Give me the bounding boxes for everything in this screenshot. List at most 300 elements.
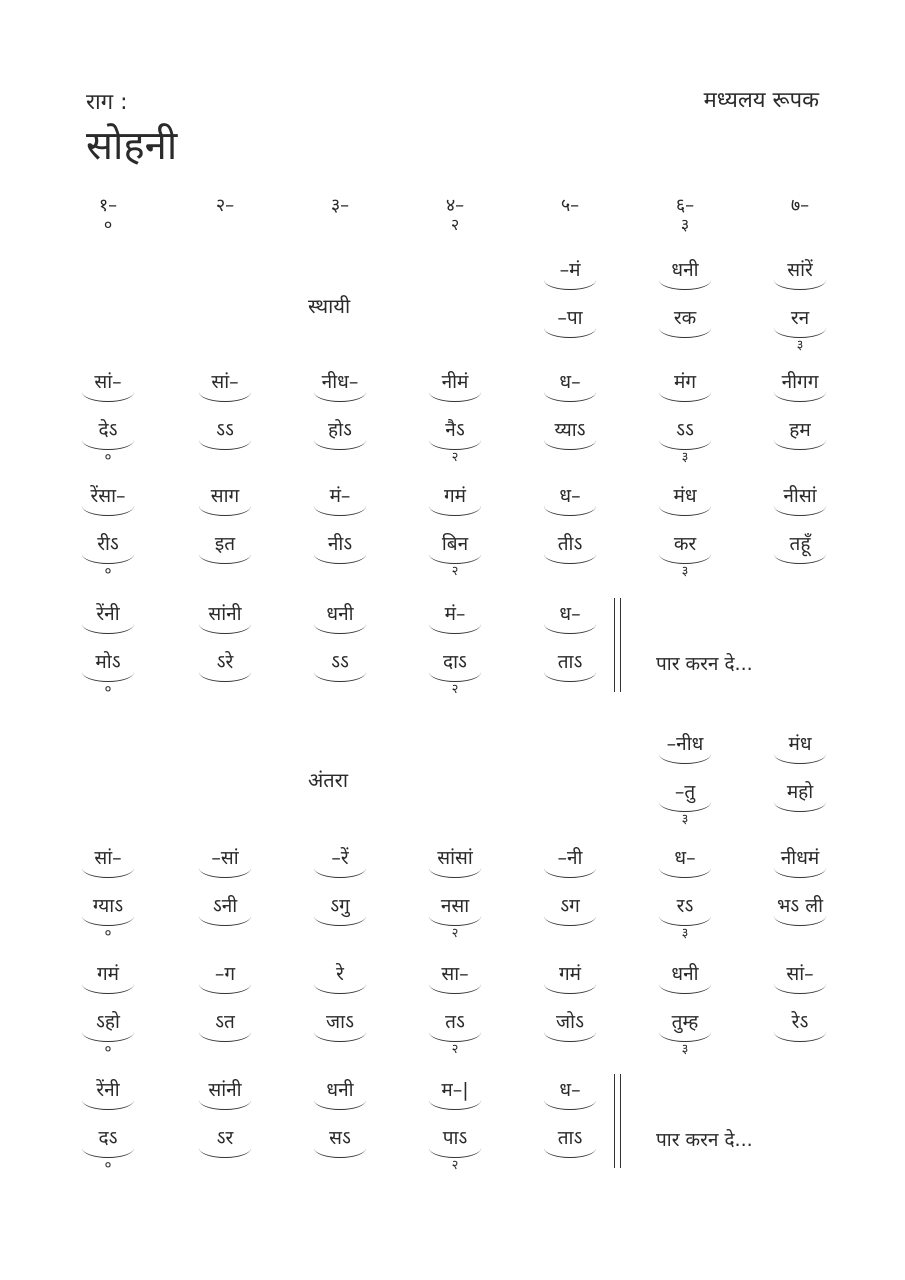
matra-number	[415, 196, 495, 234]
slur-arc	[774, 801, 826, 812]
slur-arc	[199, 505, 251, 516]
notation-cell	[68, 1078, 148, 1102]
notation-cell	[68, 894, 148, 941]
cell-text: –नीध	[666, 733, 704, 755]
notation-cell	[530, 532, 610, 556]
notation-cell	[300, 846, 380, 870]
notation-cell	[645, 306, 725, 330]
notation-cell	[415, 602, 495, 626]
cell-text: सऽ	[329, 1127, 351, 1149]
slur-arc	[314, 391, 366, 402]
notation-cell	[300, 418, 380, 442]
slur-arc	[429, 439, 481, 450]
cell-text: नैऽ	[445, 419, 465, 441]
slur-arc	[544, 1031, 596, 1042]
slur-arc	[314, 553, 366, 564]
continuation-text: पार करन दे...	[656, 1129, 753, 1151]
notation-cell	[530, 484, 610, 508]
double-bar-line-1	[614, 598, 615, 692]
cell-text: सां–	[94, 847, 122, 869]
notation-cell	[645, 418, 725, 465]
notation-cell	[300, 484, 380, 508]
taal-mark: ३	[681, 812, 689, 827]
notation-cell	[530, 1126, 610, 1150]
cell-text: रीऽ	[97, 533, 119, 555]
notation-cell	[760, 894, 840, 918]
notation-cell	[185, 418, 265, 442]
cell-text: ताऽ	[557, 651, 583, 673]
cell-text: ऽगु	[330, 895, 350, 917]
cell-text: गमं	[443, 485, 467, 507]
slur-arc	[314, 1147, 366, 1158]
notation-cell	[68, 1010, 148, 1057]
notation-cell	[760, 846, 840, 870]
cell-text: देऽ	[98, 419, 118, 441]
taal-mark: २	[451, 1042, 459, 1057]
cell-text: म–|	[441, 1079, 469, 1101]
slur-arc	[774, 279, 826, 290]
taal-mark: २	[451, 450, 459, 465]
notation-cell	[300, 602, 380, 626]
taal-mark: ३	[681, 450, 689, 465]
notation-cell	[300, 962, 380, 986]
cell-text: रक	[673, 307, 697, 329]
cell-text: महो	[786, 781, 814, 803]
notation-cell	[645, 732, 725, 756]
cell-text: मं–	[444, 603, 466, 625]
notation-cell	[68, 962, 148, 986]
slur-arc	[199, 671, 251, 682]
cell-text: इत	[214, 533, 236, 555]
slur-arc	[199, 391, 251, 402]
slur-arc	[82, 439, 134, 450]
notation-cell	[645, 780, 725, 827]
taal-mark: ०	[104, 450, 112, 465]
slur-arc	[199, 553, 251, 564]
cell-text: भऽ ली	[776, 895, 824, 917]
slur-arc	[774, 327, 826, 338]
cell-text: नीध–	[321, 371, 359, 393]
slur-arc	[659, 801, 711, 812]
taal-mark: २	[451, 682, 459, 697]
slur-arc	[659, 1031, 711, 1042]
notation-cell	[68, 484, 148, 508]
slur-arc	[82, 553, 134, 564]
slur-arc	[659, 867, 711, 878]
cell-text: रन	[790, 307, 810, 329]
notation-cell	[68, 1126, 148, 1173]
slur-arc	[659, 327, 711, 338]
notation-cell	[645, 846, 725, 870]
slur-arc	[314, 623, 366, 634]
slur-arc	[82, 867, 134, 878]
slur-arc	[544, 915, 596, 926]
cell-text: ऽहो	[96, 1011, 120, 1033]
cell-text: रेंनी	[96, 603, 120, 625]
notation-cell	[760, 962, 840, 986]
notation-cell	[760, 306, 840, 353]
notation-cell	[300, 1010, 380, 1034]
slur-arc	[659, 983, 711, 994]
taal-mark: ०	[104, 926, 112, 941]
cell-text: रेंसा–	[90, 485, 126, 507]
raag-name: सोहनी	[86, 123, 178, 169]
notation-cell	[530, 1010, 610, 1034]
cell-text: सा–	[441, 963, 469, 985]
slur-arc	[659, 753, 711, 764]
cell-text: ध–	[674, 847, 696, 869]
taal-name: मध्यलय रूपक	[703, 88, 819, 113]
notation-cell	[415, 650, 495, 697]
slur-arc	[199, 915, 251, 926]
matra-number	[185, 196, 265, 216]
slur-arc	[429, 915, 481, 926]
notation-cell	[68, 370, 148, 394]
matra-number	[530, 196, 610, 216]
slur-arc	[82, 505, 134, 516]
slur-arc	[429, 553, 481, 564]
cell-text: कर	[673, 533, 697, 555]
notation-cell	[185, 1010, 265, 1034]
notation-cell	[645, 484, 725, 508]
slur-arc	[82, 1031, 134, 1042]
matra-number	[760, 196, 840, 216]
slur-arc	[314, 983, 366, 994]
notation-cell	[760, 532, 840, 556]
cell-text: सांसां	[437, 847, 473, 869]
slur-arc	[544, 983, 596, 994]
slur-arc	[544, 1147, 596, 1158]
cell-text: गमं	[558, 963, 582, 985]
slur-arc	[429, 1147, 481, 1158]
cell-text: सां–	[94, 371, 122, 393]
slur-arc	[659, 439, 711, 450]
cell-text: –मं	[559, 259, 581, 281]
notation-cell	[760, 484, 840, 508]
notation-cell	[415, 1010, 495, 1057]
matra-digit: १–	[98, 195, 118, 216]
slur-arc	[544, 327, 596, 338]
cell-text: –सां	[211, 847, 239, 869]
cell-text: मंध	[788, 733, 812, 755]
notation-cell	[300, 370, 380, 394]
notation-cell	[300, 650, 380, 674]
notation-cell	[760, 732, 840, 756]
slur-arc	[774, 505, 826, 516]
cell-text: होऽ	[328, 419, 352, 441]
notation-cell	[68, 650, 148, 697]
notation-cell	[415, 1078, 495, 1102]
notation-cell	[530, 602, 610, 626]
matra-digit: ५–	[560, 195, 580, 216]
matra-number	[645, 196, 725, 234]
cell-text: सां–	[786, 963, 814, 985]
matra-number	[300, 196, 380, 216]
cell-text: तऽ	[445, 1011, 465, 1033]
slur-arc	[314, 505, 366, 516]
notation-cell	[185, 1126, 265, 1150]
slur-arc	[544, 439, 596, 450]
cell-text: नसा	[440, 895, 470, 917]
matra-mark: ३	[680, 215, 690, 234]
notation-cell	[530, 258, 610, 282]
notation-cell	[185, 650, 265, 674]
slur-arc	[314, 867, 366, 878]
cell-text: ध–	[559, 371, 581, 393]
slur-arc	[429, 671, 481, 682]
cell-text: मं–	[329, 485, 351, 507]
notation-cell	[645, 532, 725, 579]
matra-mark: २	[450, 215, 460, 234]
taal-mark: ३	[796, 338, 804, 353]
notation-cell	[415, 962, 495, 986]
cell-text: सांनी	[208, 603, 242, 625]
notation-cell	[645, 894, 725, 941]
notation-cell	[645, 962, 725, 986]
notation-cell	[300, 894, 380, 918]
notation-cell	[645, 370, 725, 394]
notation-cell	[185, 484, 265, 508]
slur-arc	[82, 983, 134, 994]
slur-arc	[82, 915, 134, 926]
slur-arc	[429, 391, 481, 402]
taal-mark: ०	[104, 682, 112, 697]
slur-arc	[544, 279, 596, 290]
cell-text: रे	[336, 963, 344, 985]
matra-digit: ३–	[330, 195, 350, 216]
slur-arc	[659, 505, 711, 516]
cell-text: ऽत	[215, 1011, 235, 1033]
taal-mark: ०	[104, 564, 112, 579]
taal-mark: २	[451, 564, 459, 579]
cell-text: ऽऽ	[331, 651, 349, 673]
notation-cell	[415, 484, 495, 508]
taal-mark: ३	[681, 1042, 689, 1057]
cell-text: ग्याऽ	[92, 895, 124, 917]
cell-text: जोऽ	[556, 1011, 584, 1033]
cell-text: धनी	[326, 603, 354, 625]
slur-arc	[544, 671, 596, 682]
notation-cell	[415, 370, 495, 394]
slur-arc	[659, 279, 711, 290]
cell-text: धनी	[326, 1079, 354, 1101]
taal-mark: ०	[104, 1042, 112, 1057]
cell-text: –तु	[674, 781, 696, 803]
notation-cell	[530, 306, 610, 330]
notation-cell	[185, 602, 265, 626]
slur-arc	[774, 391, 826, 402]
matra-digit: ७–	[790, 195, 810, 216]
slur-arc	[544, 623, 596, 634]
notation-cell	[300, 1078, 380, 1102]
slur-arc	[314, 1031, 366, 1042]
notation-cell	[530, 370, 610, 394]
slur-arc	[774, 1031, 826, 1042]
slur-arc	[429, 867, 481, 878]
cell-text: ऽर	[216, 1127, 234, 1149]
notation-cell	[68, 602, 148, 626]
matra-number	[68, 196, 148, 234]
notation-cell	[185, 370, 265, 394]
taal-mark: ३	[681, 564, 689, 579]
taal-mark: २	[451, 1158, 459, 1173]
cell-text: ऽग	[560, 895, 580, 917]
notation-cell	[300, 1126, 380, 1150]
cell-text: रऽ	[676, 895, 694, 917]
slur-arc	[544, 391, 596, 402]
slur-arc	[429, 983, 481, 994]
slur-arc	[429, 1031, 481, 1042]
cell-text: दाऽ	[443, 651, 467, 673]
cell-text: ताऽ	[557, 1127, 583, 1149]
slur-arc	[314, 671, 366, 682]
cell-text: हम	[789, 419, 811, 441]
slur-arc	[774, 983, 826, 994]
antara-label: अंतरा	[308, 768, 349, 792]
cell-text: सांरें	[787, 259, 813, 281]
cell-text: ऽरे	[216, 651, 234, 673]
cell-text: धनी	[671, 963, 699, 985]
notation-cell	[530, 846, 610, 870]
slur-arc	[199, 439, 251, 450]
slur-arc	[82, 391, 134, 402]
slur-arc	[314, 439, 366, 450]
double-bar-line-2	[620, 598, 621, 692]
notation-cell	[530, 418, 610, 442]
cell-text: –पा	[557, 307, 583, 329]
cell-text: नीऽ	[327, 533, 353, 555]
slur-arc	[82, 623, 134, 634]
notation-cell	[530, 962, 610, 986]
cell-text: रेऽ	[791, 1011, 809, 1033]
cell-text: –नी	[557, 847, 583, 869]
cell-text: तुम्ह	[671, 1011, 699, 1033]
cell-text: तीऽ	[557, 533, 583, 555]
notation-cell	[185, 962, 265, 986]
cell-text: ऽऽ	[216, 419, 234, 441]
notation-cell	[185, 532, 265, 556]
cell-text: य्याऽ	[554, 419, 586, 441]
double-bar-line-1	[614, 1074, 615, 1168]
cell-text: नीमं	[441, 371, 469, 393]
slur-arc	[314, 915, 366, 926]
cell-text: –रें	[331, 847, 349, 869]
cell-text: गमं	[96, 963, 120, 985]
notation-cell	[760, 370, 840, 394]
slur-arc	[774, 915, 826, 926]
notation-cell	[415, 894, 495, 941]
slur-arc	[774, 553, 826, 564]
notation-cell	[645, 1010, 725, 1057]
notation-cell	[760, 780, 840, 804]
cell-text: ऽनी	[212, 895, 238, 917]
slur-arc	[199, 1147, 251, 1158]
notation-cell	[300, 532, 380, 556]
cell-text: नीसां	[783, 485, 817, 507]
cell-text: बिन	[441, 533, 469, 555]
notation-cell	[185, 894, 265, 918]
taal-mark: ३	[681, 926, 689, 941]
slur-arc	[82, 1147, 134, 1158]
slur-arc	[659, 915, 711, 926]
slur-arc	[659, 391, 711, 402]
slur-arc	[199, 623, 251, 634]
slur-arc	[774, 867, 826, 878]
slur-arc	[659, 553, 711, 564]
sthayi-label: स्थायी	[308, 294, 351, 318]
cell-text: साग	[210, 485, 240, 507]
slur-arc	[429, 1099, 481, 1110]
notation-cell	[415, 846, 495, 870]
double-bar-line-2	[620, 1074, 621, 1168]
cell-text: सांनी	[208, 1079, 242, 1101]
cell-text: पाऽ	[442, 1127, 468, 1149]
continuation-text: पार करन दे...	[656, 653, 753, 675]
slur-arc	[544, 1099, 596, 1110]
cell-text: सां–	[211, 371, 239, 393]
slur-arc	[199, 983, 251, 994]
matra-digit: ६–	[675, 195, 695, 216]
slur-arc	[774, 753, 826, 764]
notation-cell	[185, 1078, 265, 1102]
cell-text: रेंनी	[96, 1079, 120, 1101]
raag-label: राग :	[86, 90, 128, 115]
notation-cell	[760, 418, 840, 442]
cell-text: धनी	[671, 259, 699, 281]
notation-cell	[530, 650, 610, 674]
matra-digit: २–	[215, 195, 235, 216]
taal-mark: २	[451, 926, 459, 941]
slur-arc	[544, 553, 596, 564]
cell-text: नीगग	[781, 371, 819, 393]
cell-text: नीधमं	[780, 847, 820, 869]
notation-cell	[68, 846, 148, 870]
matra-mark: ०	[103, 215, 113, 234]
cell-text: मोऽ	[95, 651, 121, 673]
slur-arc	[82, 671, 134, 682]
slur-arc	[314, 1099, 366, 1110]
cell-text: जाऽ	[326, 1011, 354, 1033]
cell-text: मंध	[673, 485, 697, 507]
notation-cell	[645, 258, 725, 282]
slur-arc	[544, 505, 596, 516]
cell-text: दऽ	[98, 1127, 118, 1149]
cell-text: मंग	[673, 371, 697, 393]
notation-cell	[415, 532, 495, 579]
matra-digit: ४–	[445, 195, 465, 216]
notation-cell	[530, 894, 610, 918]
slur-arc	[544, 867, 596, 878]
cell-text: ऽऽ	[676, 419, 694, 441]
slur-arc	[199, 1099, 251, 1110]
slur-arc	[199, 1031, 251, 1042]
notation-cell	[415, 418, 495, 465]
notation-cell	[760, 258, 840, 282]
slur-arc	[429, 505, 481, 516]
slur-arc	[199, 867, 251, 878]
notation-cell	[415, 1126, 495, 1173]
cell-text: ध–	[559, 485, 581, 507]
cell-text: तहूँ	[789, 533, 811, 555]
cell-text: ध–	[559, 1079, 581, 1101]
taal-mark: ०	[104, 1158, 112, 1173]
slur-arc	[774, 439, 826, 450]
cell-text: –ग	[214, 963, 236, 985]
cell-text: ध–	[559, 603, 581, 625]
notation-cell	[68, 418, 148, 465]
notation-cell	[760, 1010, 840, 1034]
notation-cell	[68, 532, 148, 579]
